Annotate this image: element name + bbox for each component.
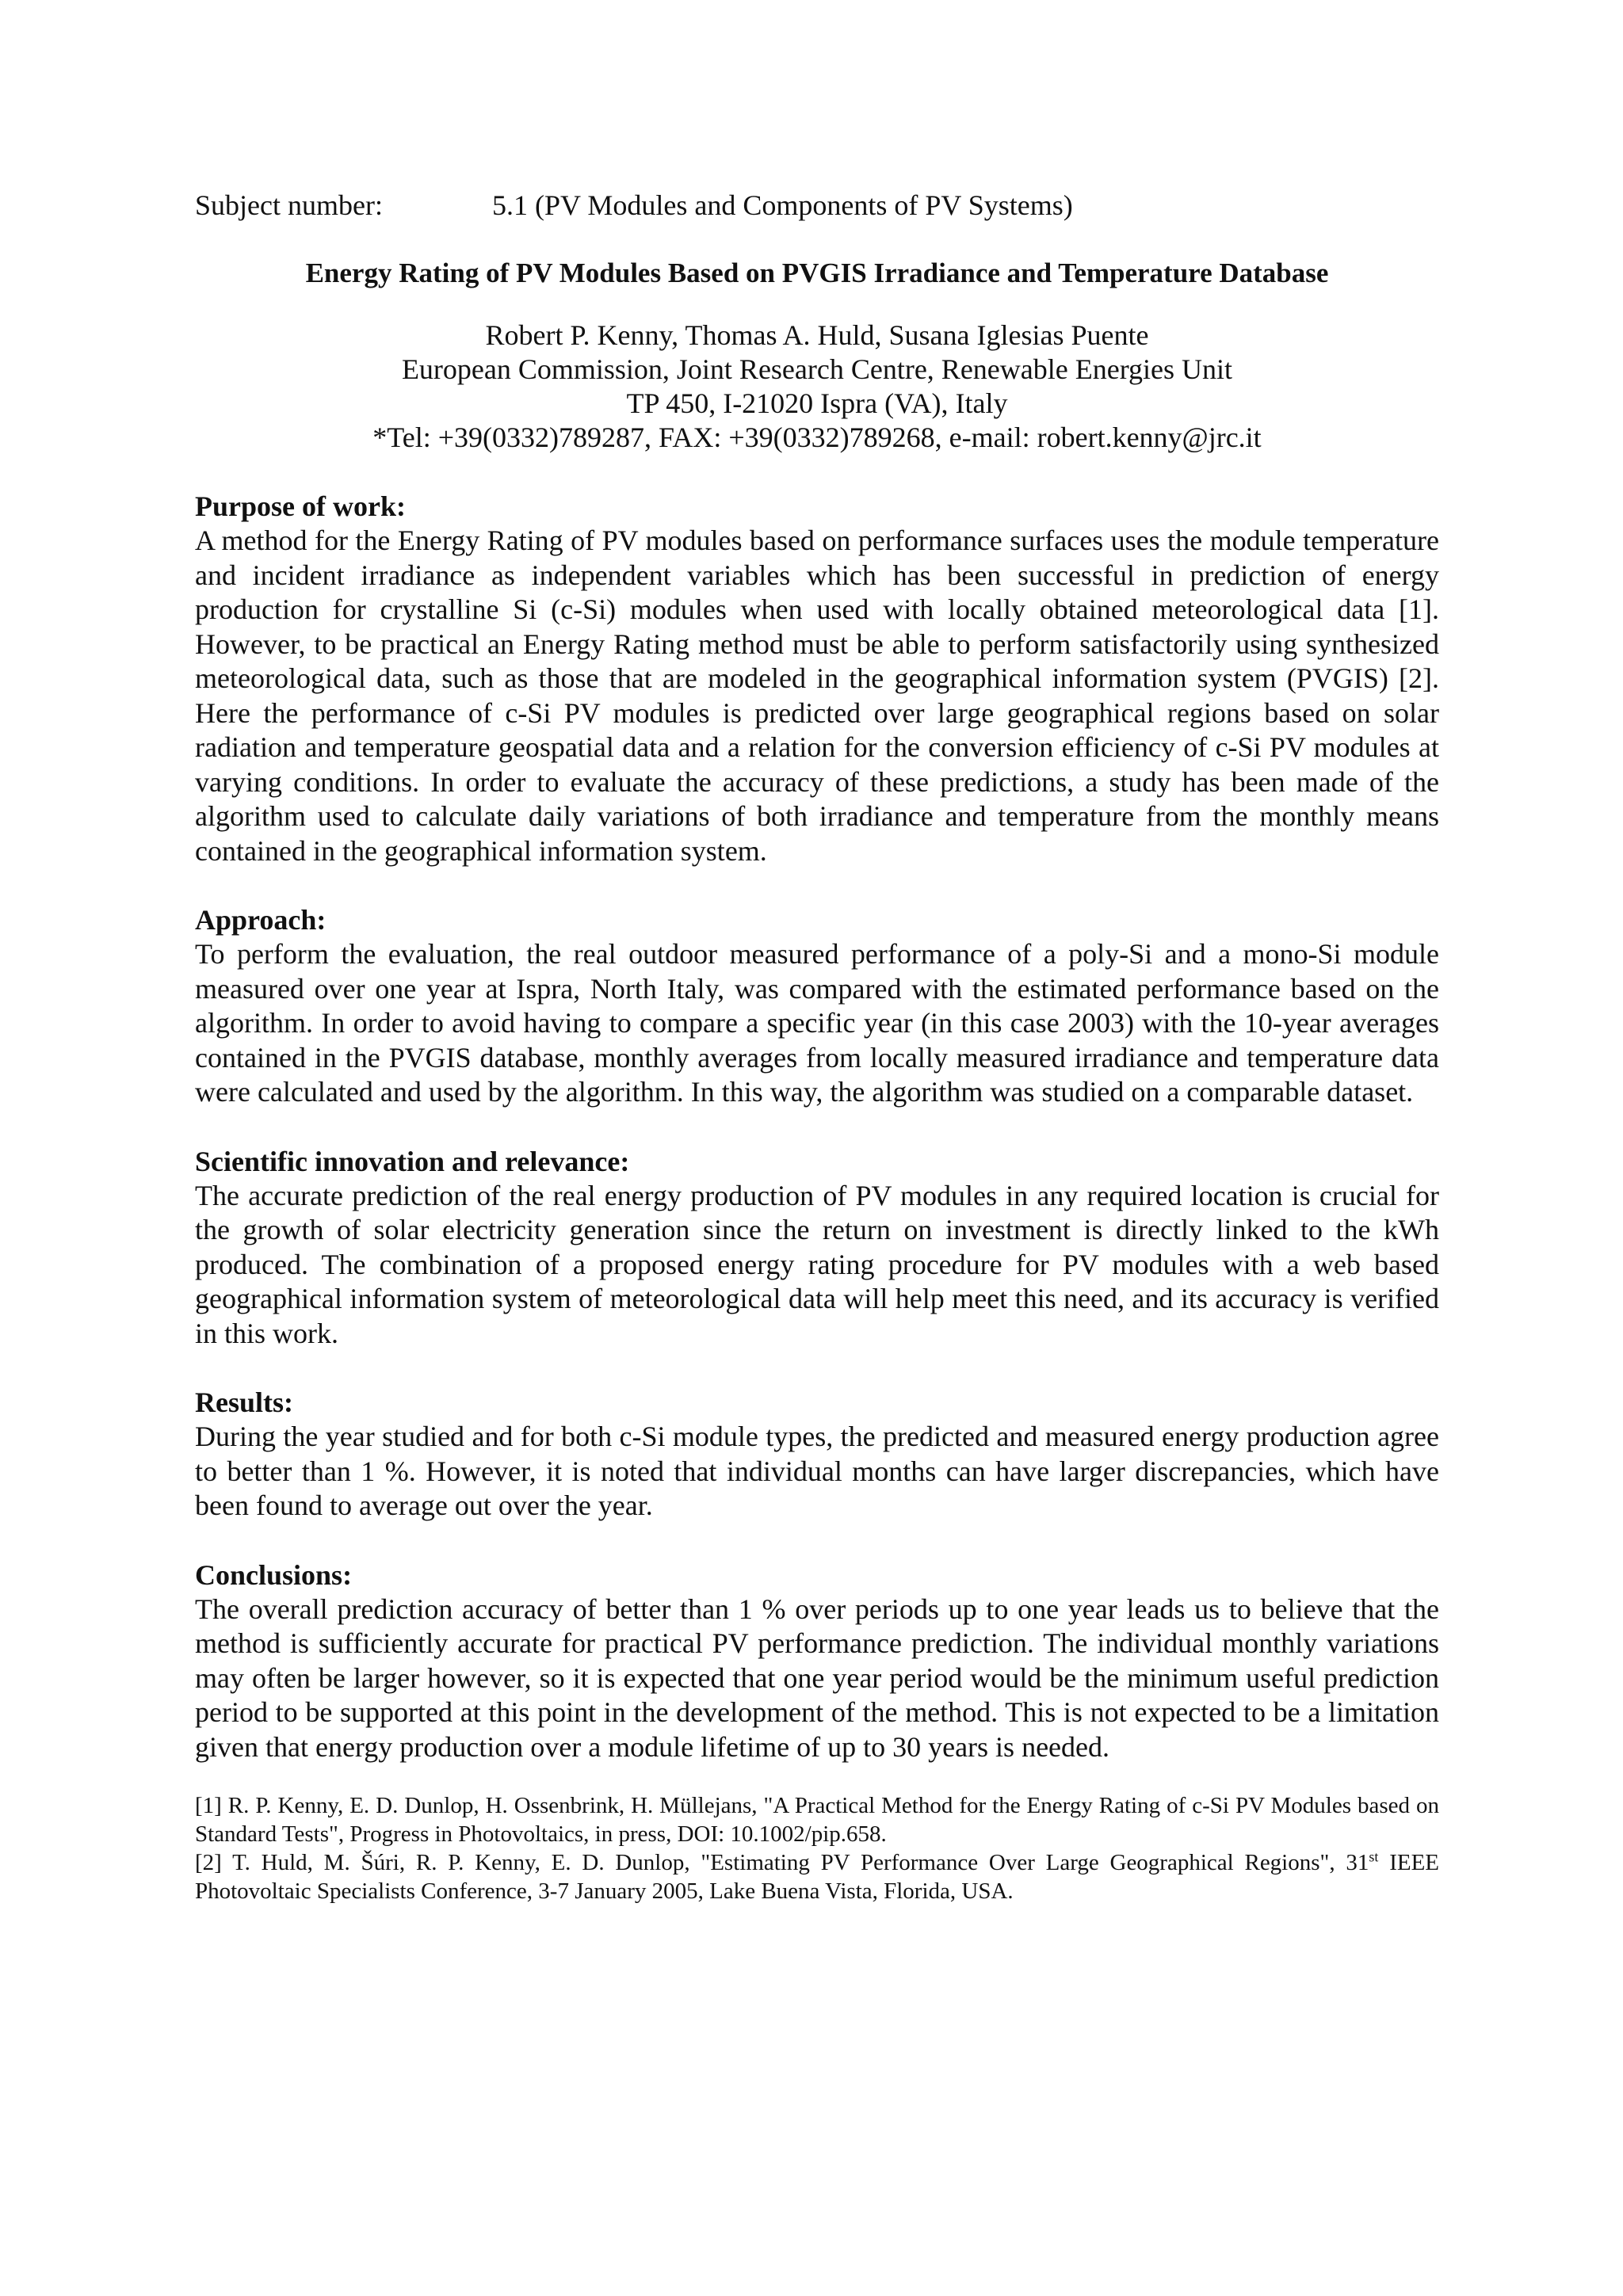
section-heading: Purpose of work:	[195, 490, 406, 522]
author-affiliation: European Commission, Joint Research Centre, Renewable Energies Unit	[401, 353, 1233, 385]
section-heading: Approach:	[195, 904, 327, 936]
subject-label: Subject number:	[195, 189, 383, 221]
section-body: The accurate prediction of the real energy production of PV modules in any required location is crucial for the growth of solar electricity generation since the return on investment is directly linked to the kWh produced. The combination of a proposed energy rating procedure for PV modules with a web based geographical information system of meteorological data will help meet this need, and its accuracy is verified in this work.	[195, 1179, 1439, 1349]
section-approach	[195, 902, 1439, 1110]
reference-item: [1] R. P. Kenny, E. D. Dunlop, H. Ossenbrink, H. Müllejans, "A Practical Method for the Energy Rating of c-Si PV Modules based on Standard Tests", Progress in Photovoltaics, in press, DOI: 10.1002/pip.658.	[195, 1793, 1439, 1847]
subject-line	[195, 187, 1439, 223]
author-names: Robert P. Kenny, Thomas A. Huld, Susana Iglesias Puente	[485, 319, 1149, 351]
author-block	[195, 318, 1439, 455]
author-contact: *Tel: +39(0332)789287, FAX: +39(0332)789268, e-mail: robert.kenny@jrc.it	[372, 421, 1262, 453]
reference-list	[195, 1791, 1439, 1905]
reference-superscript: st	[1369, 1848, 1379, 1865]
reference-text: [2] T. Huld, M. Šúri, R. P. Kenny, E. D. Dunlop, "Estimating PV Performance Over Large Geographical Regions", 31	[195, 1850, 1369, 1875]
paper-title: Energy Rating of PV Modules Based on PVGIS Irradiance and Temperature Database	[305, 257, 1329, 288]
section-body: To perform the evaluation, the real outdoor measured performance of a poly-Si and a mono-Si module measured over one year at Ispra, North Italy, was compared with the estimated performance based on the algorithm. In order to avoid having to compare a specific year (in this case 2003) with the 10-year averages contained in the PVGIS database, monthly averages from locally measured irradiance and temperature data were calculated and used by the algorithm. In this way, the algorithm was studied on a comparable dataset.	[195, 938, 1439, 1108]
subject-value: 5.1 (PV Modules and Components of PV Systems)	[492, 189, 1073, 221]
section-heading: Conclusions:	[195, 1558, 353, 1591]
section-heading: Scientific innovation and relevance:	[195, 1145, 630, 1177]
section-purpose	[195, 489, 1439, 868]
section-results	[195, 1385, 1439, 1524]
author-address: TP 450, I-21020 Ispra (VA), Italy	[626, 387, 1008, 419]
section-body: The overall prediction accuracy of better than 1 % over periods up to one year leads us to believe that the method is sufficiently accurate for practical PV performance prediction. The individual monthly variations may often be larger however, so it is expected that one year period would be the minimum useful prediction period to be supported at this point in the development of the method. This is not expected to be a limitation given that energy production over a module lifetime of up to 30 years is needed.	[195, 1592, 1439, 1763]
section-body: During the year studied and for both c-Si module types, the predicted and measured energy production agree to better than 1 %. However, it is noted that individual months can have larger discrepancies, which have been found to average out over the year.	[195, 1421, 1439, 1521]
section-heading: Results:	[195, 1386, 293, 1418]
reference-item	[195, 1848, 1439, 1905]
reference-text: IEEE Photovoltaic Specialists Conference, 3-7 January 2005, Lake Buena Vista, Florida, USA.	[195, 1850, 1439, 1904]
paper-page	[195, 187, 1439, 1905]
section-innovation	[195, 1144, 1439, 1352]
section-body: A method for the Energy Rating of PV modules based on performance surfaces uses the module temperature and incident irradiance as independent variables which has been successful in prediction of energy production for crystalline Si (c-Si) modules when used with locally obtained meteorological data [1]. However, to be practical an Energy Rating method must be able to perform satisfactorily using synthesized meteorological data, such as those that are modeled in the geographical information system (PVGIS) [2]. Here the performance of c-Si PV modules is predicted over large geographical regions based on solar radiation and temperature geospatial data and a relation for the conversion efficiency of c-Si PV modules at varying conditions. In order to evaluate the accuracy of these predictions, a study has been made of the algorithm used to calculate daily variations of both irradiance and temperature from the monthly means contained in the geographical information system.	[195, 524, 1439, 867]
section-conclusions	[195, 1558, 1439, 1765]
